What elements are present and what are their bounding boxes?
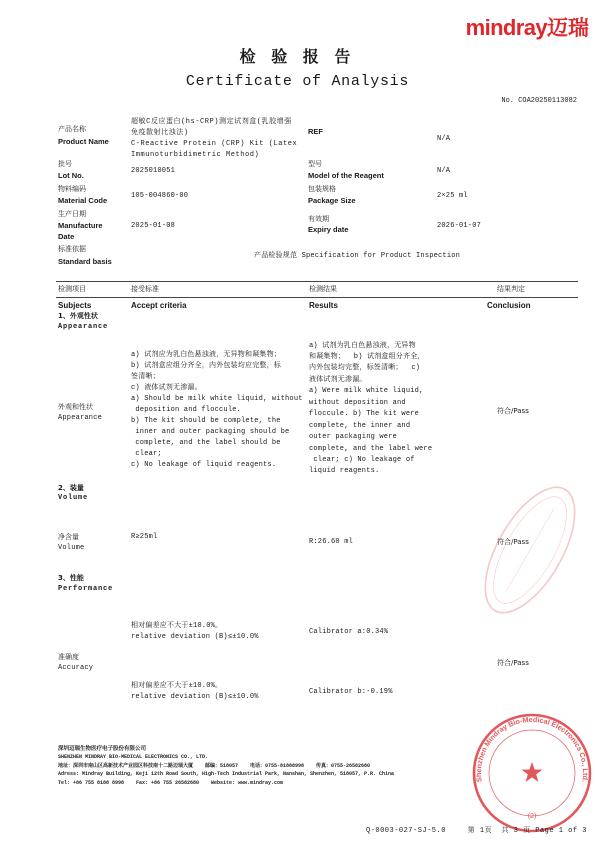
model-label-en: Model of the Reagent bbox=[308, 170, 384, 180]
appearance-criteria-line: c) 液体试剂无渗漏。 bbox=[131, 383, 202, 392]
volume-conclusion: 符合/Pass bbox=[497, 537, 529, 546]
ref-value: N/A bbox=[437, 134, 451, 143]
appearance-result-line: 和凝集物； b) 试剂盒组分齐全， bbox=[309, 352, 425, 361]
title-english: Certificate of Analysis bbox=[185, 73, 410, 90]
table-header-mid-rule bbox=[56, 297, 578, 298]
mindray-logo bbox=[466, 15, 589, 44]
accuracy-conclusion: 符合/Pass bbox=[497, 658, 529, 667]
expiry-date-label-en: Expiry date bbox=[308, 224, 349, 234]
accuracy-criteria-b bbox=[131, 681, 259, 703]
appearance-result-line: liquid reagents. bbox=[309, 467, 380, 476]
appearance-result-line: without deposition and bbox=[309, 398, 406, 407]
appearance-criteria bbox=[131, 350, 303, 472]
product-name-label-en: Product Name bbox=[58, 136, 109, 146]
header-criteria-en: Accept criteria bbox=[131, 300, 187, 310]
appearance-criteria-line: inner and outer packaging should be bbox=[131, 428, 290, 437]
lot-no-value: 2025010051 bbox=[131, 166, 176, 175]
seal-ring-text: Shenzhen Mindray Bio-Medical Electronics Co., Ltd. bbox=[473, 714, 591, 783]
section-appearance-heading-en: Appearance bbox=[58, 322, 109, 331]
company-footer-line: SHENZHEN MINDRAY BIO-MEDICAL ELECTRONICS CO., LTD. bbox=[58, 754, 209, 760]
seal-number: (2) bbox=[527, 813, 537, 820]
standard-basis-label-en: Standard basis bbox=[58, 256, 112, 266]
header-conclusion-zh: 结果判定 bbox=[497, 284, 525, 293]
expiry-date-label-zh: 有效期 bbox=[308, 214, 329, 223]
appearance-conclusion: 符合/Pass bbox=[497, 406, 529, 415]
product-name-value-line: 超敏C反应蛋白(hs-CRP)测定试剂盒(乳胶增强 bbox=[131, 117, 292, 126]
appearance-criteria-line: c) No leakage of liquid reagents. bbox=[131, 461, 277, 470]
section-volume-heading-en: Volume bbox=[58, 493, 89, 502]
company-seal bbox=[471, 712, 593, 834]
appearance-criteria-line: complete, and the label should be bbox=[131, 439, 281, 448]
accuracy-item-zh: 准确度 bbox=[58, 652, 79, 661]
material-code-value: 105-004860-00 bbox=[131, 191, 189, 200]
table-header-top-rule bbox=[56, 281, 578, 282]
ref-label: REF bbox=[308, 126, 323, 136]
section-performance-heading-zh: 3、性能 bbox=[58, 573, 84, 582]
company-footer-line: 深圳迈瑞生物医疗电子股份有限公司 bbox=[58, 745, 147, 752]
package-size-label-en: Package Size bbox=[308, 195, 356, 205]
product-name-value bbox=[131, 117, 297, 161]
form-code: Q-0003-027-SJ-5.0 bbox=[366, 826, 446, 835]
header-subjects-zh: 检测项目 bbox=[58, 284, 86, 293]
appearance-item-zh: 外观和性状 bbox=[58, 402, 93, 411]
header-results-en: Results bbox=[309, 300, 338, 310]
accuracy-item-en: Accuracy bbox=[58, 663, 94, 672]
appearance-criteria-line: b) 试剂盒应组分齐全，内外包装均应完整，标 bbox=[131, 361, 282, 370]
model-label-zh: 型号 bbox=[308, 159, 322, 168]
accuracy-criteria-line: relative deviation (B)≤±10.0% bbox=[131, 692, 259, 701]
product-name-value-line: 免疫散射比浊法) bbox=[131, 128, 189, 137]
standard-basis-value: 产品检验规范 Specification for Product Inspection bbox=[254, 251, 461, 260]
logo-latin-text: mindray bbox=[465, 15, 547, 40]
company-footer-line: Tel: +86 755 8188 8998 Fax: +86 755 26582680 Website: www.mindray.com bbox=[58, 779, 284, 786]
manufacture-date-label-en: Manufacture bbox=[58, 220, 103, 230]
appearance-criteria-line: clear; bbox=[131, 450, 162, 459]
faint-inspection-stamp bbox=[468, 470, 592, 630]
title-chinese: 检 验 报 告 bbox=[239, 47, 356, 66]
product-name-label-zh: 产品名称 bbox=[58, 124, 86, 133]
model-value: N/A bbox=[437, 166, 451, 175]
accuracy-criteria-line: 相对偏差应不大于±10.0%。 bbox=[131, 681, 223, 690]
expiry-date-value: 2026-01-07 bbox=[437, 221, 482, 230]
appearance-criteria-line: deposition and floccule. bbox=[131, 405, 242, 414]
header-conclusion-en: Conclusion bbox=[487, 300, 531, 310]
package-size-label-zh: 包装规格 bbox=[308, 184, 336, 193]
lot-no-label-en: Lot No. bbox=[58, 170, 84, 180]
manufacture-date-label-zh: 生产日期 bbox=[58, 209, 86, 218]
volume-item-zh: 净含量 bbox=[58, 532, 79, 541]
appearance-result-line: 内外包装均完整，标签清晰； c) bbox=[309, 364, 421, 373]
header-subjects-en: Subjects bbox=[58, 300, 92, 310]
logo-chinese-text: 迈瑞 bbox=[547, 16, 589, 40]
section-performance-heading-en: Performance bbox=[58, 584, 114, 593]
accuracy-result-a: Calibrator a:0.34% bbox=[309, 627, 389, 636]
star-icon bbox=[522, 762, 543, 782]
volume-result: R:26.60 ml bbox=[309, 537, 354, 546]
faint-stamp-center-line bbox=[506, 508, 554, 591]
appearance-result-line: complete, the inner and bbox=[309, 421, 411, 430]
package-size-value: 2×25 ml bbox=[437, 191, 468, 200]
manufacture-date-label-en-line-2: Date bbox=[58, 231, 75, 241]
accuracy-criteria-line: 相对偏差应不大于±10.0%。 bbox=[131, 621, 223, 630]
appearance-result-line: floccule. b) The kit were bbox=[309, 410, 420, 419]
document-number: No. COA20250113082 bbox=[501, 97, 577, 105]
page-number: 第 1页 共 3 页 Page 1 of 3 bbox=[467, 826, 587, 835]
standard-basis-label-zh: 标准依据 bbox=[58, 244, 86, 253]
appearance-criteria-line: b) The kit should be complete, the bbox=[131, 417, 281, 426]
lot-no-label-zh: 批号 bbox=[58, 159, 72, 168]
volume-item-en: Volume bbox=[58, 543, 85, 552]
section-volume-heading-zh: 2、装量 bbox=[58, 483, 84, 492]
company-footer-line: Adress: Mindray Building, Keji 12th Road South, High-Tech Industrial Park, Nanshan, Shenzhen, 518057, P.R. China bbox=[58, 771, 395, 777]
section-appearance-heading-zh: 1、外观性状 bbox=[58, 311, 98, 320]
appearance-item-en: Appearance bbox=[58, 413, 103, 422]
company-footer-line: 地址：深圳市南山区高新技术产业园区科技南十二路迈瑞大厦 邮编：518057 电话：0755-81888998 传真：0755-26582680 bbox=[58, 762, 371, 769]
accuracy-result-b: Calibrator b:-0.19% bbox=[309, 687, 393, 696]
header-results-zh: 检测结果 bbox=[309, 284, 337, 293]
accuracy-criteria-line: relative deviation (B)≤±10.0% bbox=[131, 632, 259, 641]
appearance-result-line: a) 试剂为乳白色悬浊液，无异物 bbox=[309, 341, 416, 350]
material-code-label-zh: 物料编码 bbox=[58, 184, 86, 193]
material-code-label-en: Material Code bbox=[58, 195, 108, 205]
appearance-results bbox=[309, 341, 432, 478]
company-footer bbox=[58, 745, 394, 788]
appearance-criteria-line: 签清晰； bbox=[131, 372, 160, 381]
manufacture-date-value: 2025-01-08 bbox=[131, 221, 176, 230]
header-criteria-zh: 接受标准 bbox=[131, 284, 159, 293]
appearance-result-line: clear; c) No leakage of bbox=[309, 456, 415, 465]
product-name-value-line: Immunoturbidimetric Method) bbox=[131, 150, 260, 159]
appearance-criteria-line: a) Should be milk white liquid, without bbox=[131, 394, 303, 403]
product-name-value-line: C-Reactive Protein (CRP) Kit (Latex bbox=[131, 139, 298, 148]
appearance-criteria-line: a) 试剂应为乳白色悬浊液，无异物和凝集物； bbox=[131, 350, 282, 359]
accuracy-criteria-a bbox=[131, 621, 259, 643]
appearance-result-line: complete, and the label were bbox=[309, 444, 433, 453]
appearance-result-line: 液体试剂无渗漏。 bbox=[309, 375, 367, 384]
volume-criteria: R≥25ml bbox=[131, 532, 158, 541]
appearance-result-line: a) Were milk white liquid, bbox=[309, 387, 424, 396]
appearance-result-line: outer packaging were bbox=[309, 433, 398, 442]
